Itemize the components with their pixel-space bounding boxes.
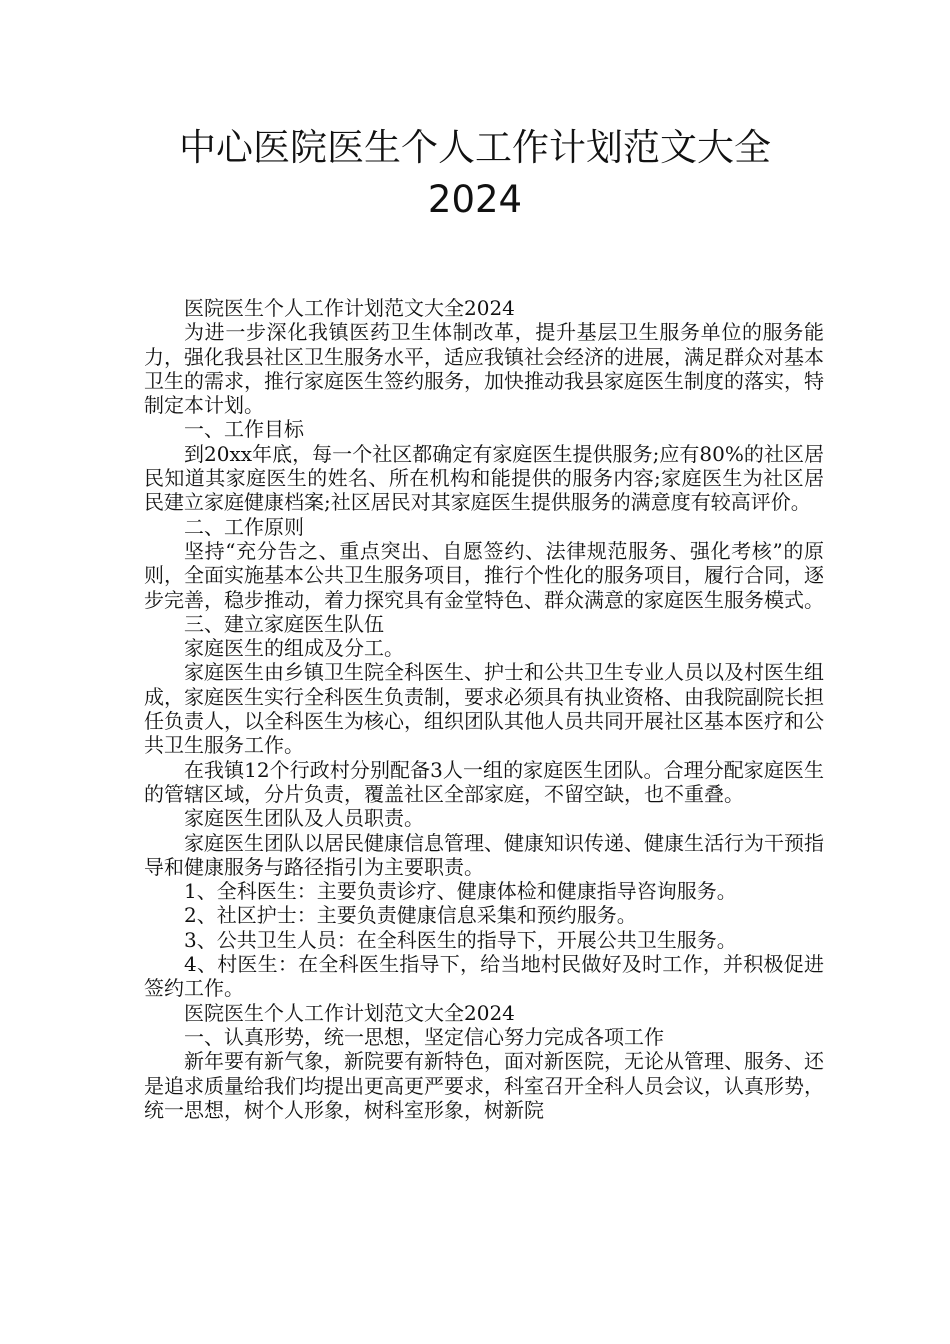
title-line-1: 中心医院医生个人工作计划范文大全 bbox=[179, 126, 771, 169]
paragraph: 到20xx年底，每一个社区都确定有家庭医生提供服务;应有80%的社区居民知道其家庭医生的姓名、所在机构和能提供的服务内容;家庭医生为社区居民建立家庭健康档案;社区居民对其家庭医生提供服务的满意度有较高评价。 bbox=[144, 441, 824, 515]
section-heading: 三、建立家庭医生队伍 bbox=[184, 611, 384, 636]
paragraph: 医院医生个人工作计划范文大全2024 bbox=[184, 296, 515, 320]
paragraph: 坚持“充分告之、重点突出、自愿签约、法律规范服务、强化考核”的原则，全面实施基本公共卫生服务项目，推行个性化的服务项目，履行合同，逐步完善，稳步推动，着力探究具有金堂特色、群众满意的家庭医生服务模式。 bbox=[144, 538, 824, 612]
paragraph: 新年要有新气象，新院要有新特色，面对新医院，无论从管理、服务、还是追求质量给我们均提出更高更严要求，科室召开全科人员会议，认真形势，统一思想，树个人形象，树科室形象，树新院 bbox=[144, 1049, 824, 1122]
paragraph: 家庭医生的组成及分工。 bbox=[184, 636, 404, 661]
paragraph: 在我镇12个行政村分别配备3人一组的家庭医生团队。合理分配家庭医生的管辖区域，分片负责，覆盖社区全部家庭，不留空缺，也不重叠。 bbox=[144, 757, 824, 806]
section-heading: 一、认真形势，统一思想，坚定信心努力完成各项工作 bbox=[184, 1024, 664, 1049]
list-item: 3、公共卫生人员：在全科医生的指导下，开展公共卫生服务。 bbox=[184, 927, 737, 952]
section-heading: 二、工作原则 bbox=[184, 514, 304, 539]
list-item: 2、社区护士：主要负责健康信息采集和预约服务。 bbox=[184, 903, 637, 928]
document-title bbox=[0, 122, 950, 226]
title-line-2: 2024 bbox=[427, 178, 523, 221]
paragraph: 家庭医生团队以居民健康信息管理、健康知识传递、健康生活行为干预指导和健康服务与路径指引为主要职责。 bbox=[144, 830, 824, 879]
paragraph: 家庭医生由乡镇卫生院全科医生、护士和公共卫生专业人员以及村医生组成，家庭医生实行全科医生负责制，要求必须具有执业资格、由我院副院长担任负责人，以全科医生为核心，组织团队其他人员共同开展社区基本医疗和公共卫生服务工作。 bbox=[144, 660, 824, 758]
list-item: 1、全科医生：主要负责诊疗、健康体检和健康指导咨询服务。 bbox=[184, 879, 737, 904]
paragraph: 为进一步深化我镇医药卫生体制改革，提升基层卫生服务单位的服务能力，强化我县社区卫生服务水平，适应我镇社会经济的进展，满足群众对基本卫生的需求，推行家庭医生签约服务，加快推动我县家庭医生制度的落实，特制定本计划。 bbox=[144, 320, 824, 418]
document-body bbox=[144, 296, 824, 1122]
list-item: 4、村医生：在全科医生指导下，给当地村民做好及时工作，并积极促进签约工作。 bbox=[144, 952, 824, 1001]
section-heading: 一、工作目标 bbox=[184, 417, 304, 442]
paragraph: 医院医生个人工作计划范文大全2024 bbox=[184, 1000, 515, 1025]
paragraph: 家庭医生团队及人员职责。 bbox=[184, 806, 424, 831]
